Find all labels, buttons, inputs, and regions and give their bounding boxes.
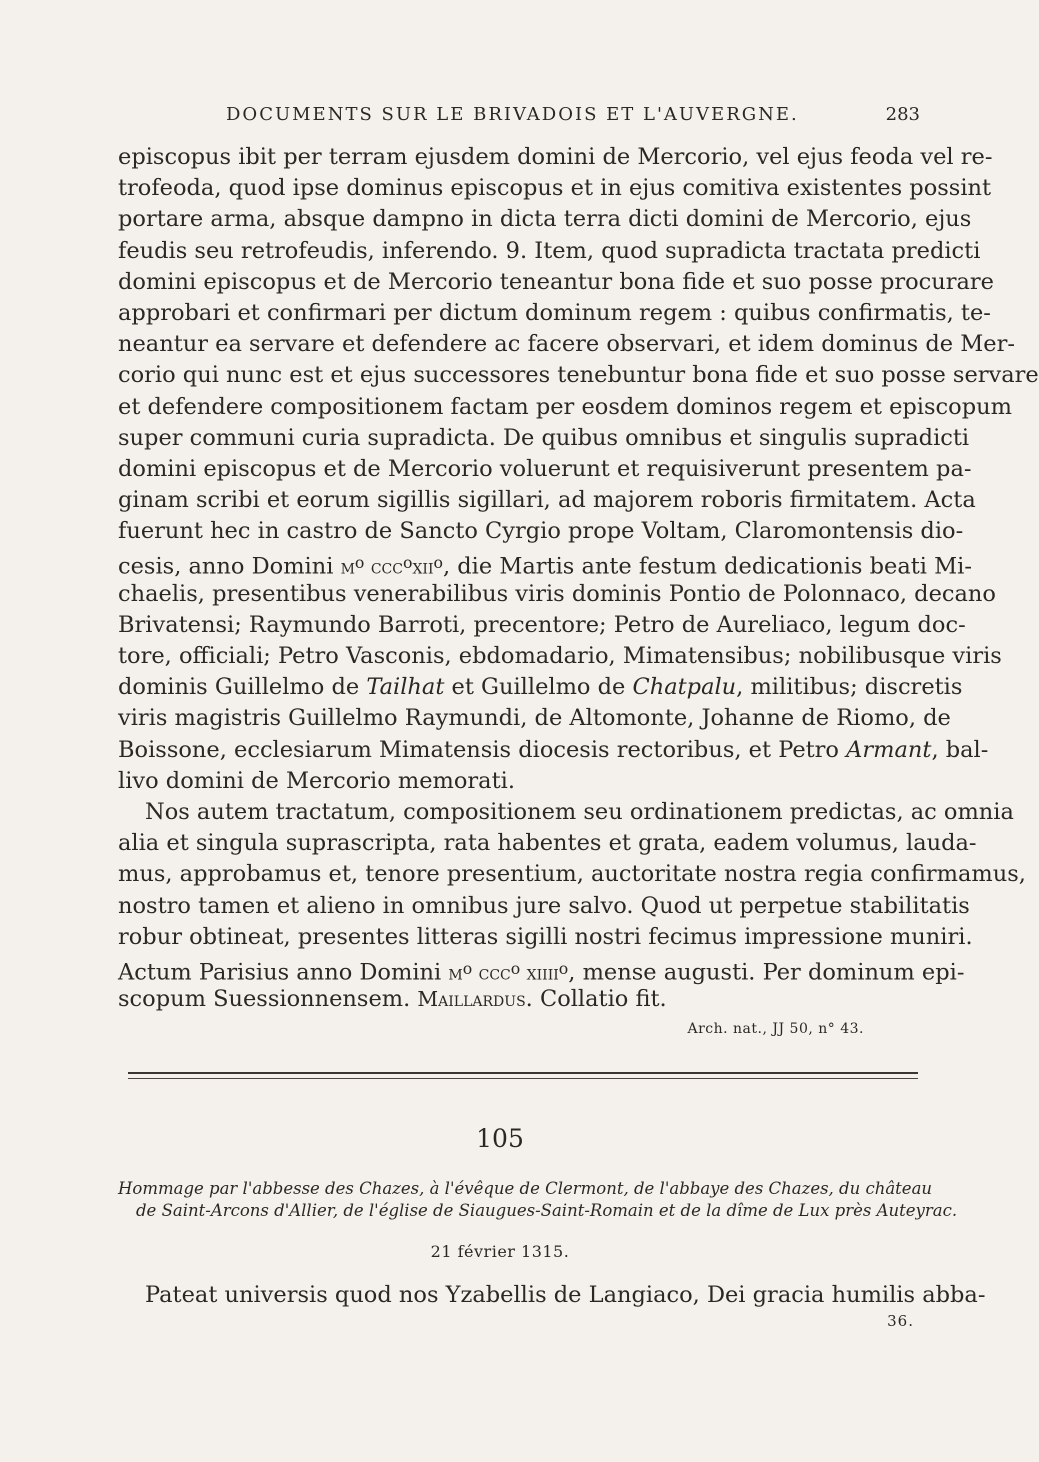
- italic-name: Chatpalu: [632, 674, 737, 701]
- paragraph-2: [118, 797, 1026, 1015]
- scribe-name: Maillardus: [417, 987, 526, 1012]
- text-line: fuerunt hec in castro de Sancto Cyrgio prope Voltam, Claromontensis dio-: [118, 518, 964, 545]
- text-line: ginam scribi et eorum sigillis sigillari, ad majorem roboris firmitatem. Acta: [118, 487, 976, 514]
- archive-reference: Arch. nat., JJ 50, n° 43.: [687, 1021, 864, 1037]
- text-line-date: cesis, anno Domini $m^o$ ccc$^o$xii$^o$, die Martis ante festum dedicationis beati Mi-: [118, 553, 972, 580]
- paragraph-1: [118, 142, 1039, 797]
- running-head: [118, 104, 920, 130]
- text-line: corio qui nunc est et ejus successores tenebuntur bona fide et suo posse servare: [118, 362, 1039, 389]
- text-line-names: Boissone, ecclesiarum Mimatensis diocesis rectoribus, et Petro Armant, bal-: [118, 736, 989, 763]
- text-line: approbari et confirmari per dictum dominum regem : quibus confirmatis, te-: [118, 299, 991, 326]
- text-line: trofeoda, quod ipse dominus episcopus et in ejus comitiva existentes possint: [118, 175, 992, 202]
- running-head-title: DOCUMENTS SUR LE BRIVADOIS ET L'AUVERGNE.: [226, 104, 799, 125]
- text-line: livo domini de Mercorio memorati.: [118, 767, 515, 794]
- document-title-line: de Saint-Arcons d'Allier, de l'église de Siaugues-Saint-Romain et de la dîme de Lux près Auteyrac.: [136, 1201, 958, 1220]
- text-line: episcopus ibit per terram ejusdem domini de Mercorio, vel ejus feoda vel re-: [118, 144, 993, 170]
- text-line: Brivatensi; Raymundo Barroti, precentore; Petro de Aureliaco, legum doc-: [118, 611, 966, 638]
- document-title: [118, 1178, 958, 1222]
- text-line: domini episcopus et de Mercorio teneantur bona fide et suo posse procurare: [118, 268, 994, 295]
- text-line: nostro tamen et alieno in omnibus jure salvo. Quod ut perpetue stabilitatis: [118, 892, 970, 919]
- document-date: 21 février 1315.: [430, 1242, 570, 1261]
- document-number: 105: [476, 1124, 524, 1153]
- text-line: alia et singula suprascripta, rata habentes et grata, eadem volumus, lauda-: [118, 830, 977, 857]
- italic-name: Armant: [846, 736, 932, 763]
- text-line: et defendere compositionem factam per eosdem dominos regem et episcopum: [118, 393, 1012, 420]
- section-divider-thin: [128, 1078, 918, 1079]
- main-text: [118, 142, 1039, 1015]
- section-divider-thick: [128, 1072, 918, 1074]
- text-line: super communi curia supradicta. De quibus omnibus et singulis supradicti: [118, 424, 970, 451]
- text-line: Nos autem tractatum, compositionem seu ordinationem predictas, ac omnia: [145, 798, 1014, 825]
- text-line-names: dominis Guillelmo de Tailhat et Guillelmo de Chatpalu, militibus; discretis: [118, 674, 963, 701]
- text-line: neantur ea servare et defendere ac facere observari, et idem dominus de Mer-: [118, 331, 1015, 358]
- document-opening-line: Pateat universis quod nos Yzabellis de Langiaco, Dei gracia humilis abba-: [145, 1282, 986, 1308]
- text-line: portare arma, absque dampno in dicta terra dicti domini de Mercorio, ejus: [118, 206, 972, 233]
- text-line: feudis seu retrofeudis, inferendo. 9. Item, quod supradicta tractata predicti: [118, 237, 981, 264]
- page-number: 283: [885, 104, 920, 125]
- signature-number: 36.: [887, 1312, 914, 1330]
- italic-name: Tailhat: [366, 674, 445, 701]
- text-line-signature: scopum Suessionnensem. Maillardus. Collatio fit.: [118, 986, 667, 1013]
- text-line: domini episcopus et de Mercorio voluerunt et requisiverunt presentem pa-: [118, 455, 972, 482]
- text-line: tore, officiali; Petro Vasconis, ebdomadario, Mimatensibus; nobilibusque viris: [118, 643, 1002, 669]
- document-title-line: Hommage par l'abbesse des Chazes, à l'évêque de Clermont, de l'abbaye des Chazes, du château: [118, 1179, 933, 1198]
- text-line: chaelis, presentibus venerabilibus viris dominis Pontio de Polonnaco, decano: [118, 580, 996, 607]
- text-line: viris magistris Guillelmo Raymundi, de Altomonte, Johanne de Riomo, de: [118, 705, 951, 732]
- text-line: mus, approbamus et, tenore presentium, auctoritate nostra regia confirmamus,: [118, 861, 1026, 888]
- text-line: robur obtineat, presentes litteras sigilli nostri fecimus impressione muniri.: [118, 923, 973, 950]
- text-line-date: Actum Parisius anno Domini $m^o$ ccc$^o$ xiiii$^o$, mense augusti. Per dominum epi-: [118, 958, 965, 986]
